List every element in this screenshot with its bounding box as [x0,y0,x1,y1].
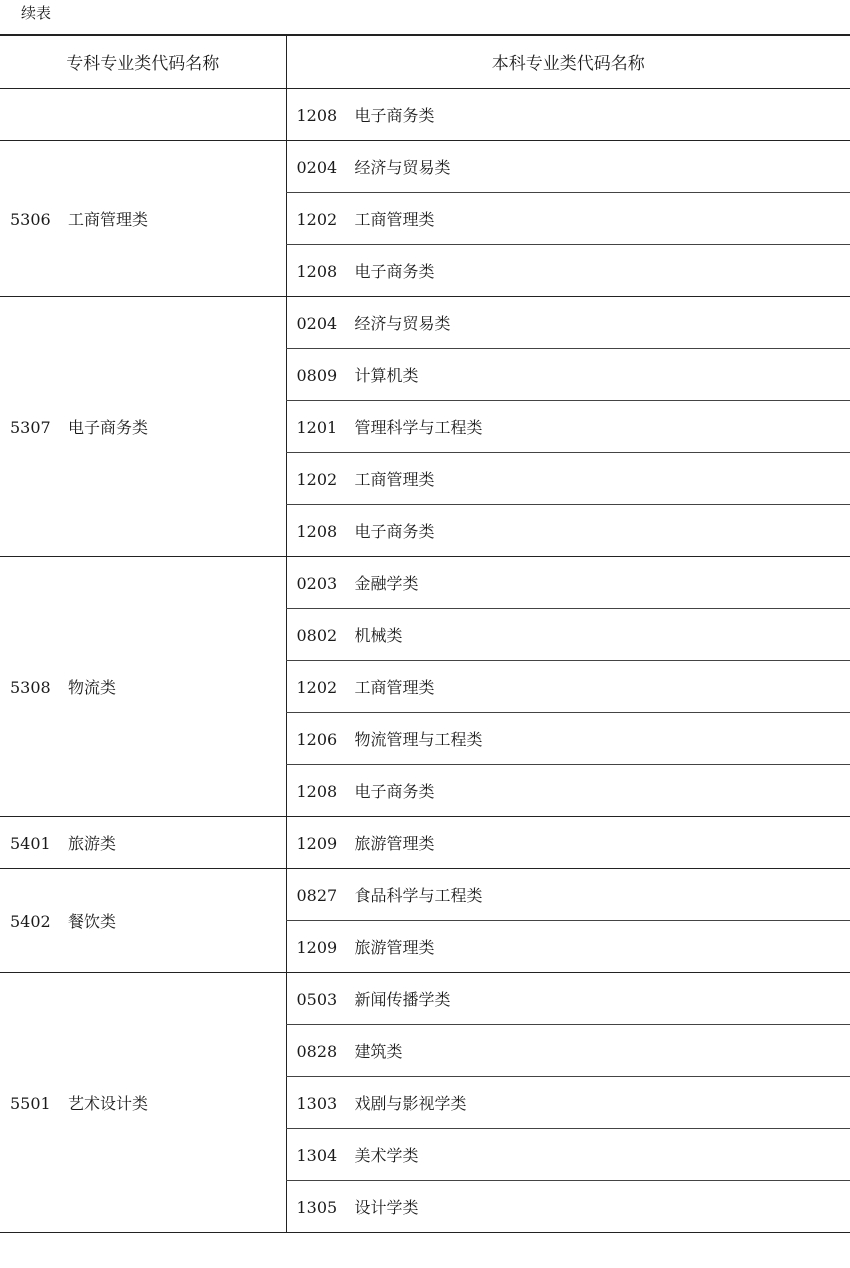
benke-name: 经济与贸易类 [354,313,451,333]
benke-cell [286,712,850,764]
benke-cell [286,1128,850,1180]
benke-code: 1208 [296,261,338,281]
benke-code: 1208 [296,521,338,541]
table-body [0,88,850,1232]
benke-name: 美术学类 [354,1145,419,1165]
zhuanke-name: 电子商务类 [68,417,149,437]
zhuanke-cell [0,972,286,1232]
benke-name: 物流管理与工程类 [354,729,483,749]
table-row [0,296,850,348]
benke-name: 经济与贸易类 [354,157,451,177]
zhuanke-cell [0,816,286,868]
benke-name: 建筑类 [354,1041,403,1061]
benke-code: 1201 [296,417,338,437]
zhuanke-code: 5402 [10,911,51,931]
zhuanke-name: 物流类 [68,677,117,697]
benke-cell [286,660,850,712]
table-row [0,868,850,920]
benke-code: 0802 [296,625,338,645]
benke-code: 1202 [296,677,338,697]
table-row [0,556,850,608]
benke-name: 工商管理类 [354,677,435,697]
benke-name: 管理科学与工程类 [354,417,483,437]
table-row [0,816,850,868]
benke-code: 1209 [296,937,338,957]
benke-cell [286,192,850,244]
zhuanke-cell [0,140,286,296]
benke-name: 电子商务类 [354,521,435,541]
table-row [0,140,850,192]
benke-cell [286,452,850,504]
benke-cell [286,244,850,296]
benke-name: 电子商务类 [354,781,435,801]
zhuanke-code: 5307 [10,417,51,437]
zhuanke-name: 旅游类 [68,833,117,853]
benke-name: 戏剧与影视学类 [354,1093,467,1113]
zhuanke-code: 5401 [10,833,51,853]
major-mapping-table [0,34,850,1233]
benke-code: 1305 [296,1197,338,1217]
zhuanke-name: 工商管理类 [68,209,149,229]
benke-cell [286,1076,850,1128]
benke-cell [286,972,850,1024]
benke-name: 计算机类 [354,365,419,385]
zhuanke-name: 艺术设计类 [68,1093,149,1113]
benke-cell [286,88,850,140]
benke-cell [286,868,850,920]
benke-cell [286,608,850,660]
table-row [0,972,850,1024]
benke-name: 旅游管理类 [354,937,435,957]
benke-cell [286,400,850,452]
benke-code: 0827 [296,885,338,905]
benke-code: 0828 [296,1041,338,1061]
zhuanke-cell [0,296,286,556]
benke-cell [286,920,850,972]
benke-cell [286,556,850,608]
zhuanke-code: 5501 [10,1093,51,1113]
benke-cell [286,348,850,400]
zhuanke-cell [0,868,286,972]
benke-code: 1304 [296,1145,338,1165]
benke-code: 0809 [296,365,338,385]
benke-code: 1202 [296,469,338,489]
benke-name: 旅游管理类 [354,833,435,853]
zhuanke-cell [0,88,286,140]
benke-name: 电子商务类 [354,261,435,281]
benke-cell [286,816,850,868]
benke-cell [286,504,850,556]
benke-name: 机械类 [354,625,403,645]
benke-cell [286,140,850,192]
benke-code: 1208 [296,781,338,801]
benke-name: 设计学类 [354,1197,419,1217]
benke-name: 新闻传播学类 [354,989,451,1009]
zhuanke-name: 餐饮类 [68,911,117,931]
benke-name: 金融学类 [354,573,419,593]
benke-code: 1209 [296,833,338,853]
benke-cell [286,1024,850,1076]
benke-code: 0503 [296,989,338,1009]
benke-cell [286,296,850,348]
benke-name: 工商管理类 [354,209,435,229]
benke-code: 1303 [296,1093,338,1113]
benke-code: 1208 [296,105,338,125]
benke-code: 0203 [296,573,338,593]
benke-name: 食品科学与工程类 [354,885,483,905]
zhuanke-cell [0,556,286,816]
zhuanke-code: 5308 [10,677,51,697]
header-zhuanke: 专科专业类代码名称 [0,35,286,88]
benke-cell [286,764,850,816]
benke-code: 0204 [296,157,338,177]
benke-code: 1202 [296,209,338,229]
table-row [0,88,850,140]
benke-cell [286,1180,850,1232]
benke-name: 电子商务类 [354,105,435,125]
benke-name: 工商管理类 [354,469,435,489]
zhuanke-code: 5306 [10,209,51,229]
benke-code: 1206 [296,729,338,749]
benke-code: 0204 [296,313,338,333]
table-caption: 续表 [21,4,52,22]
header-benke: 本科专业类代码名称 [286,35,850,88]
header-row [0,35,850,88]
